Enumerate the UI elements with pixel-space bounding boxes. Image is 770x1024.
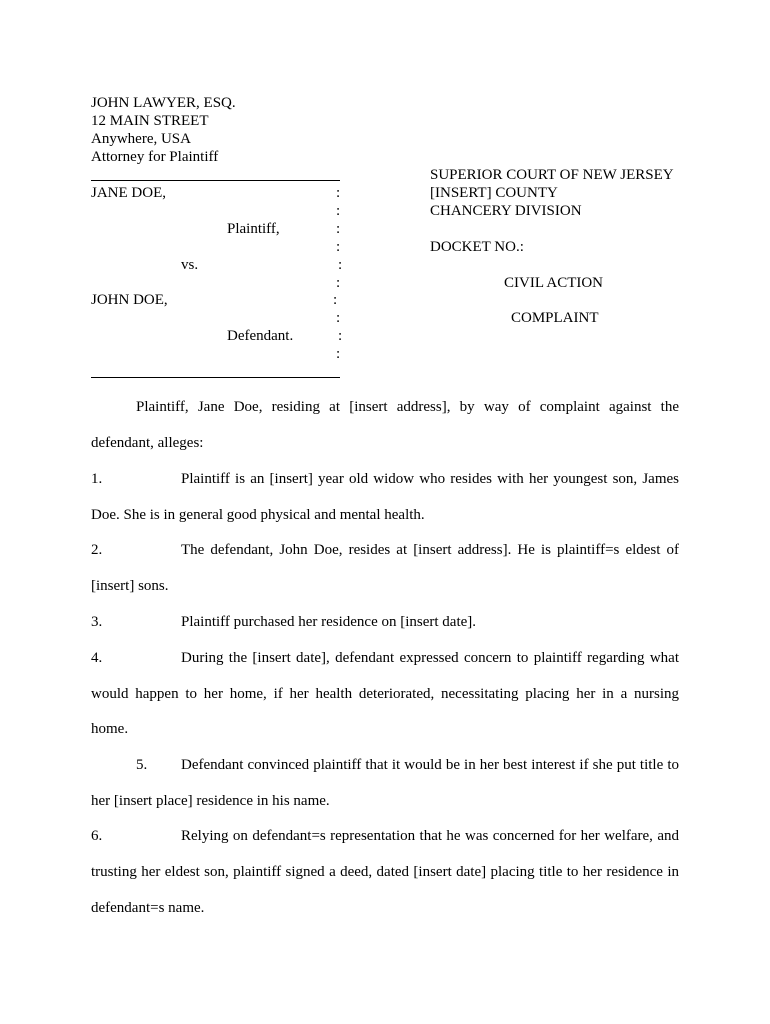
caption-colon: : xyxy=(336,346,341,362)
caption-colon: : xyxy=(336,310,341,326)
paragraph-number: 2. xyxy=(91,542,103,558)
paragraph-4-line-1: During the [insert date], defendant expressed concern to plaintiff regarding what xyxy=(181,650,679,666)
court-county: [INSERT] COUNTY xyxy=(430,185,558,201)
caption-colon: : xyxy=(336,203,341,219)
attorney-city: Anywhere, USA xyxy=(91,131,191,147)
defendant-name: JOHN DOE, xyxy=(91,292,168,308)
paragraph-5-line-2: her [insert place] residence in his name. xyxy=(91,793,330,809)
paragraph-4-line-2: would happen to her home, if her health deteriorated, necessitating placing her in a nursing xyxy=(91,686,679,702)
caption-colon: : xyxy=(338,328,343,344)
paragraph-3-line-1: Plaintiff purchased her residence on [insert date]. xyxy=(181,614,477,630)
paragraph-number: 5. xyxy=(136,757,148,773)
defendant-label: Defendant. xyxy=(227,328,294,344)
paragraph-number: 4. xyxy=(91,650,103,666)
caption-colon: : xyxy=(336,275,341,291)
civil-action-label: CIVIL ACTION xyxy=(504,275,604,291)
plaintiff-label: Plaintiff, xyxy=(227,221,280,237)
caption-bottom-rule xyxy=(91,377,340,378)
paragraph-number: 6. xyxy=(91,828,103,844)
versus-label: vs. xyxy=(181,257,199,273)
paragraph-5-line-1: Defendant convinced plaintiff that it would be in her best interest if she put title to xyxy=(181,757,679,773)
paragraph-2-line-2: [insert] sons. xyxy=(91,578,169,594)
paragraph-number: 1. xyxy=(91,471,103,487)
paragraph-6-line-3: defendant=s name. xyxy=(91,900,205,916)
paragraph-4-line-3: home. xyxy=(91,721,129,737)
docket-number: DOCKET NO.: xyxy=(430,239,524,255)
caption-colon: : xyxy=(336,185,341,201)
court-division: CHANCERY DIVISION xyxy=(430,203,582,219)
caption-colon: : xyxy=(338,257,343,273)
caption-top-rule xyxy=(91,180,340,181)
plaintiff-name: JANE DOE, xyxy=(91,185,166,201)
document-title: COMPLAINT xyxy=(511,310,599,326)
attorney-name: JOHN LAWYER, ESQ. xyxy=(91,95,236,111)
attorney-role: Attorney for Plaintiff xyxy=(91,149,219,165)
caption-colon: : xyxy=(336,239,341,255)
attorney-street: 12 MAIN STREET xyxy=(91,113,209,129)
caption-colon: : xyxy=(336,221,341,237)
caption-colon: : xyxy=(333,292,338,308)
paragraph-1-line-1: Plaintiff is an [insert] year old widow who resides with her youngest son, James xyxy=(181,471,679,487)
paragraph-1-line-2: Doe. She is in general good physical and mental health. xyxy=(91,507,425,523)
paragraph-number: 3. xyxy=(91,614,103,630)
court-name: SUPERIOR COURT OF NEW JERSEY xyxy=(430,167,674,183)
paragraph-2-line-1: The defendant, John Doe, resides at [insert address]. He is plaintiff=s eldest of xyxy=(181,542,679,558)
intro-line-1: Plaintiff, Jane Doe, residing at [insert address], by way of complaint against the xyxy=(136,399,679,415)
intro-line-2: defendant, alleges: xyxy=(91,435,204,451)
paragraph-6-line-1: Relying on defendant=s representation that he was concerned for her welfare, and xyxy=(181,828,679,844)
paragraph-6-line-2: trusting her eldest son, plaintiff signed a deed, dated [insert date] placing title to her residence in xyxy=(91,864,679,880)
